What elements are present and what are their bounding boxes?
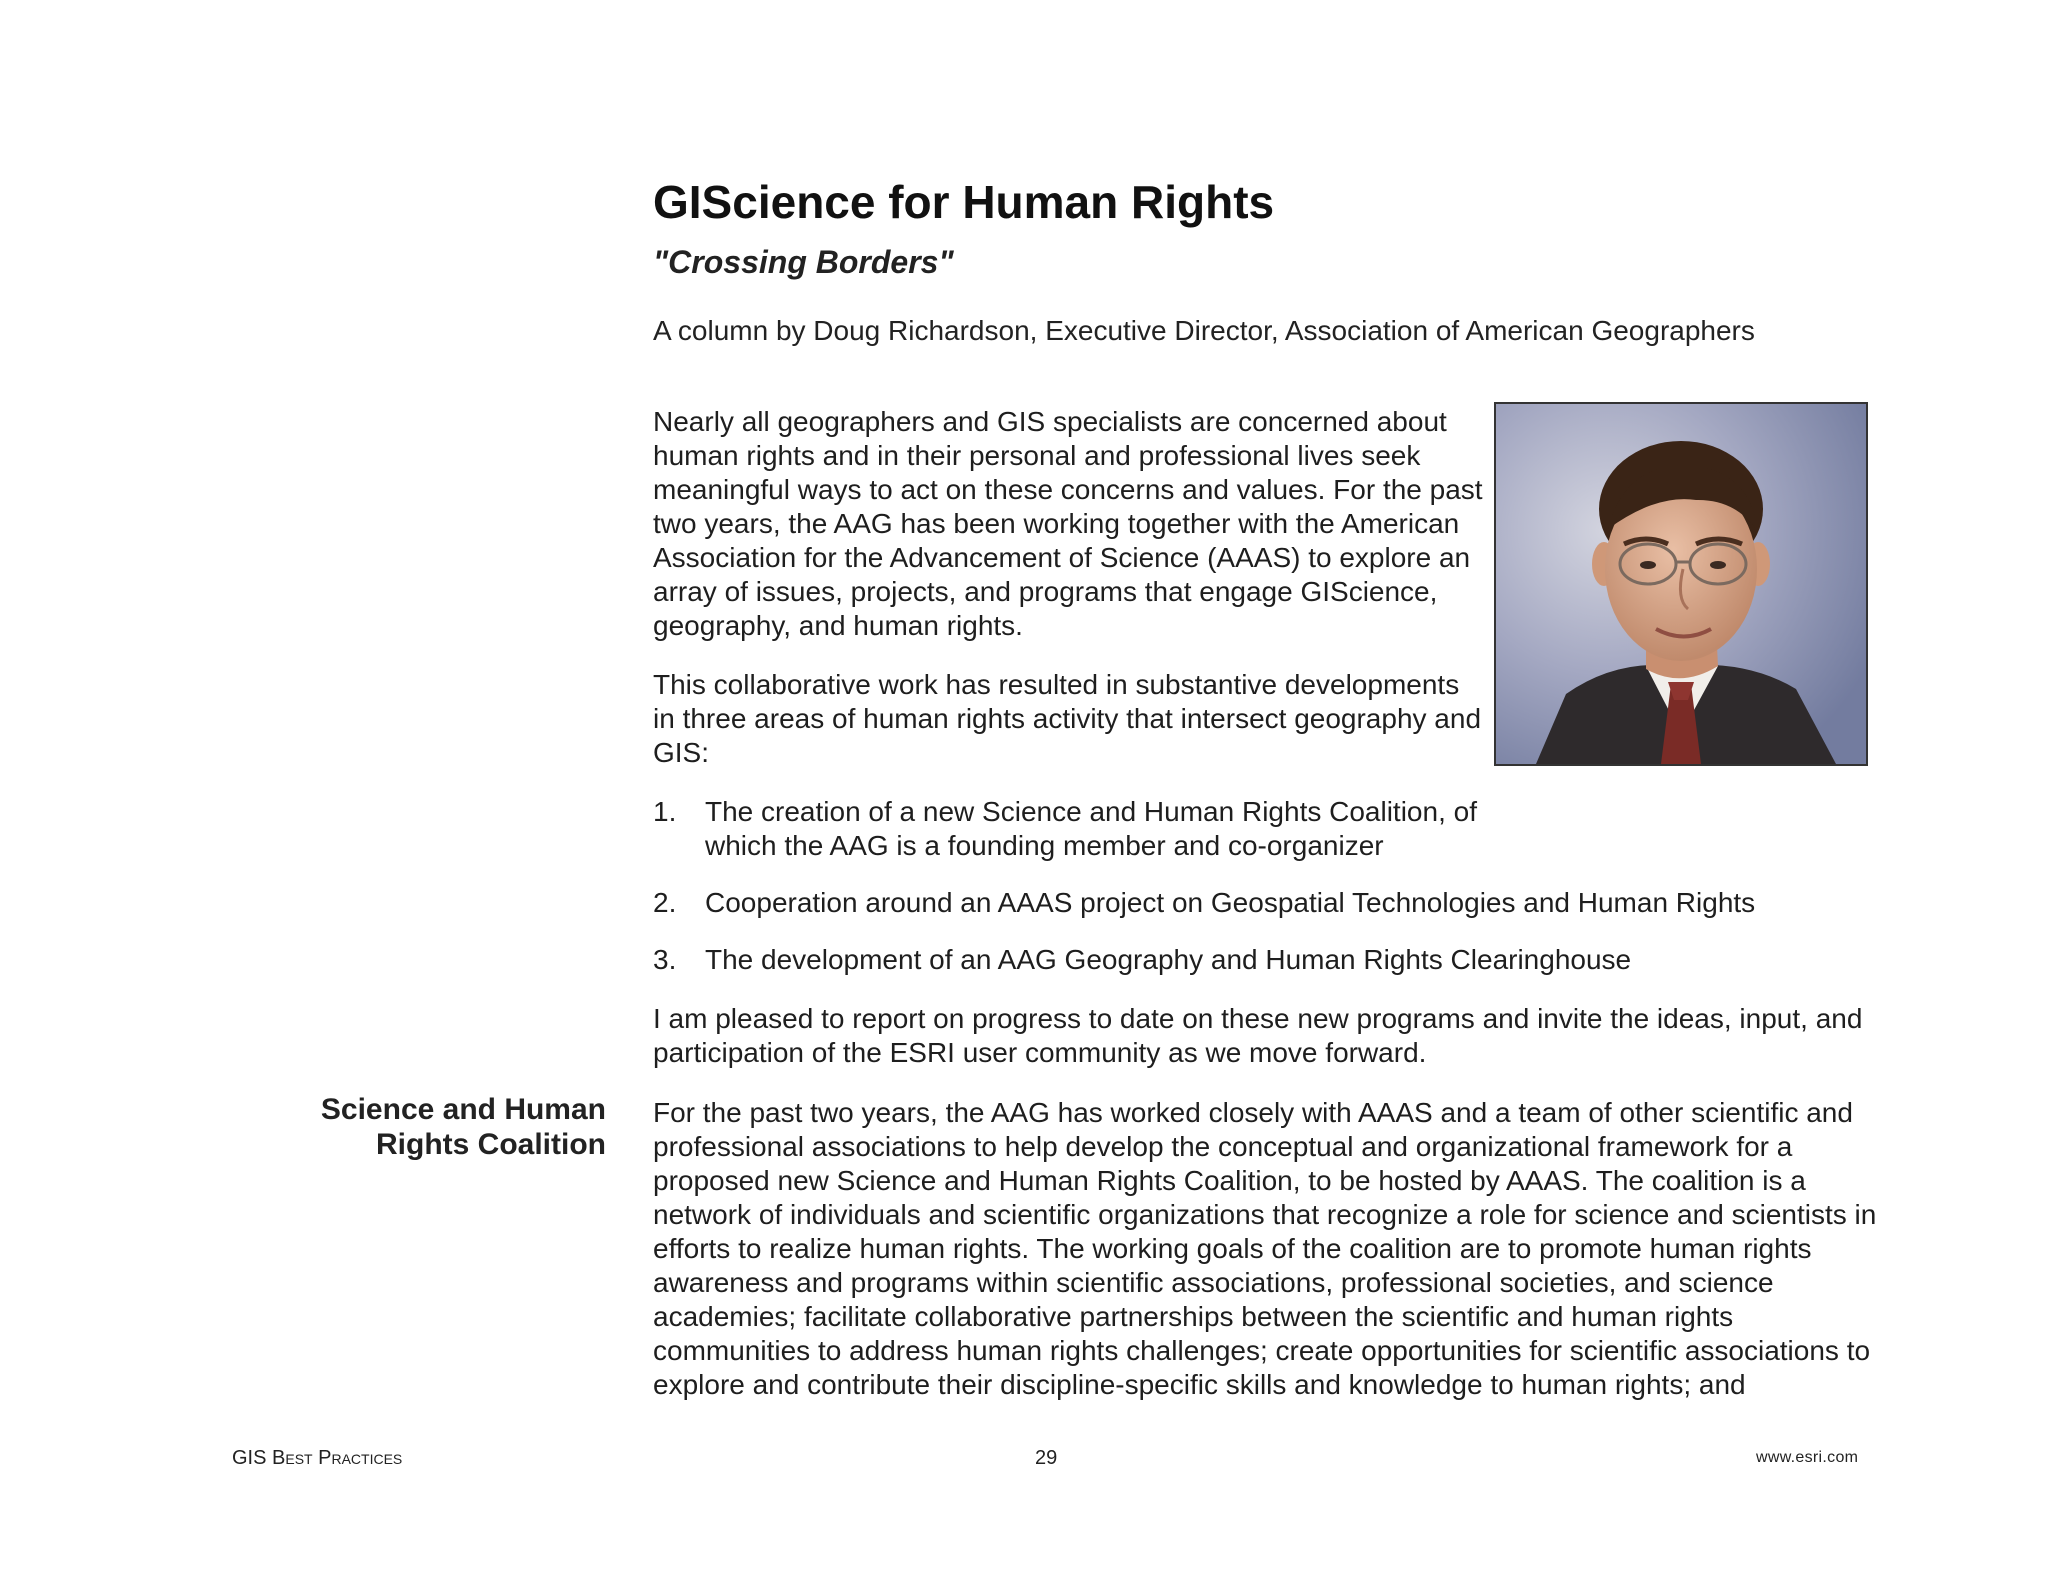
list-text: Cooperation around an AAAS project on Geospatial Technologies and Human Rights bbox=[705, 887, 1756, 918]
footer-website: www.esri.com bbox=[1756, 1449, 1859, 1466]
article-subtitle: "Crossing Borders" bbox=[653, 244, 954, 280]
progress-paragraph: I am pleased to report on progress to date on these new programs and invite the ideas, input, and participation of the ESRI user community as we move forward. bbox=[653, 1003, 1863, 1068]
intro-paragraph: Nearly all geographers and GIS specialists are concerned about human rights and in their personal and professional lives seek meaningful ways to act on these concerns and values. For the past two years, the AAG has been working together with the American Association for the Advancement of Science (AAAS) to explore an array of issues, projects, and programs that engage GIScience, geography, and human rights. bbox=[653, 406, 1483, 641]
byline: A column by Doug Richardson, Executive Director, Association of American Geographers bbox=[653, 315, 1755, 346]
section-body: For the past two years, the AAG has worked closely with AAAS and a team of other scientific and professional associations to help develop the conceptual and organizational framework for a proposed new Science and Human Rights Coalition, to be hosted by AAAS. The coalition is a network of individuals and scientific organizations that recognize a role for science and scientists in efforts to realize human rights. The working goals of the coalition are to promote human rights awareness and programs within scientific associations, professional societies, and science academies; facilitate collaborative partnerships between the scientific and human rights communities to address human rights challenges; create opportunities for scientific associations to explore and contribute their discipline-specific skills and knowledge to human rights; and bbox=[653, 1097, 1877, 1400]
list-number: 1. bbox=[653, 796, 677, 827]
collaboration-paragraph: This collaborative work has resulted in substantive developments in three areas of human rights activity that intersect geography and GIS: bbox=[653, 669, 1482, 768]
list-item bbox=[653, 886, 1883, 922]
portrait-illustration bbox=[1496, 404, 1866, 764]
author-photo bbox=[1494, 402, 1868, 766]
list-text: The development of an AAG Geography and Human Rights Clearinghouse bbox=[705, 944, 1632, 975]
list-item bbox=[653, 943, 1883, 979]
list-number: 2. bbox=[653, 887, 677, 918]
article-title: GIScience for Human Rights bbox=[653, 176, 1275, 228]
list-text: The creation of a new Science and Human Rights Coalition, of which the AAG is a founding member and co-organizer bbox=[705, 796, 1477, 861]
page-number: 29 bbox=[1035, 1447, 1058, 1469]
footer-publication: GIS Best Practices bbox=[232, 1447, 403, 1469]
list-number: 3. bbox=[653, 944, 677, 975]
section-heading: Science and Human Rights Coalition bbox=[320, 1093, 606, 1161]
list-item bbox=[653, 795, 1483, 865]
